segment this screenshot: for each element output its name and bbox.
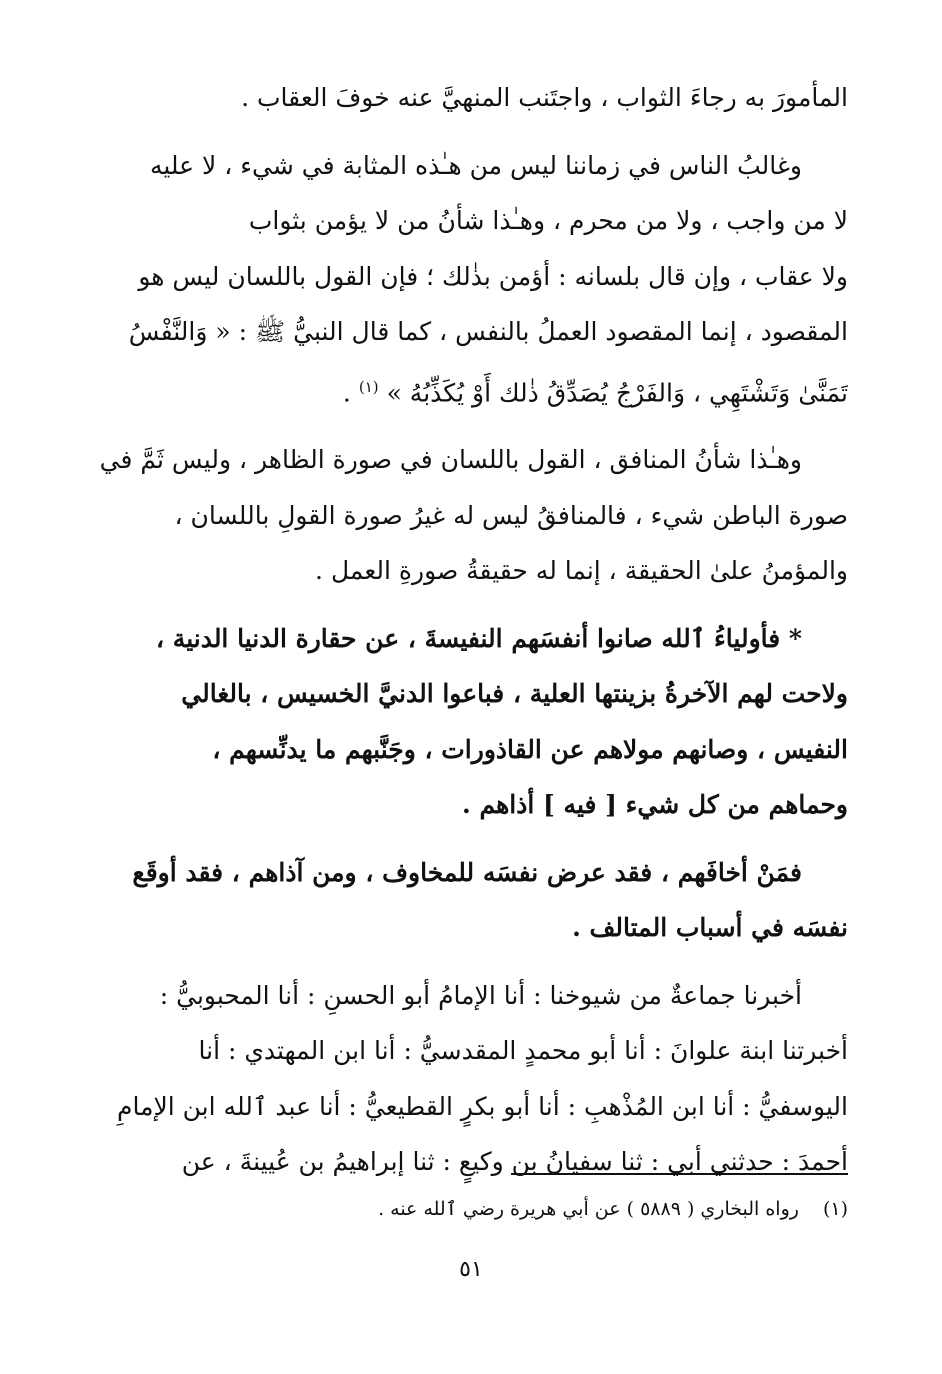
footnote-number: (١) (822, 1198, 848, 1220)
text-line: المقصود ، إنما المقصود العملُ بالنفس ، كما قال النبيُّ ﷺ : « وَالنَّفْسُ (128, 317, 848, 346)
text-line: اليوسفيُّ : أنا ابن المُذْهبِ : أنا أبو بكرٍ القطيعيُّ : أنا عبد ٱلله ابن الإمامِ (117, 1091, 848, 1121)
bold-paragraph (96, 845, 848, 956)
text-line: لا من واجب ، ولا من محرم ، وهـٰذا شأنُ من لا يؤمن بثواب (248, 206, 848, 235)
page-number: ٥١ (459, 1257, 483, 1282)
hadith-quote: تَمَنَّىٰ وَتَشْتَهِي ، وَالفَرْجُ يُصَدِّقُ ذٰلك أَوْ يُكَذِّبُهُ » (386, 377, 848, 407)
text-line: وغالبُ الناس في زماننا ليس من هـٰذه المثابة في شيء ، لا عليه (149, 150, 802, 180)
paragraph (96, 70, 848, 126)
text-line: النفيس ، وصانهم مولاهم عن القاذورات ، وجَنَّبهم ما يدنِّسهم ، (212, 734, 848, 764)
footnote (148, 1194, 848, 1224)
text-line: صورة الباطن شيء ، فالمنافقُ ليس له غيرُ صورة القولِ باللسان ، (174, 500, 848, 530)
text-line: وحماهم من كل شيء [ فيه ] أذاهم . (462, 790, 848, 820)
footnote-reference[interactable]: (١) (358, 377, 379, 396)
text-line: نفسَه في أسباب المتالف . (572, 913, 848, 943)
paragraph (96, 138, 848, 421)
text-line: فمَنْ أخافَهم ، فقد عرض نفسَه للمخاوف ، ومن آذاهم ، فقد أوقَع (132, 857, 802, 887)
paragraph (96, 432, 848, 599)
footnote-divider (511, 1173, 848, 1175)
text-line: وهـٰذا شأنُ المنافق ، القول باللسان في صورة الظاهر ، وليس ثَمَّ في (99, 445, 802, 475)
text-line: أحمدَ : حدثني أبي : ثنا سفيانُ بن وكيعٍ : ثنا إبراهيمُ بن عُيينةَ ، عن (181, 1147, 848, 1177)
text-line: ولا عقاب ، وإن قال بلسانه : أؤمن بذٰلك ؛ فإن القول باللسان ليس هو (138, 261, 848, 291)
text-line: * فأولياءُ ٱلله صانوا أنفسَهم النفيسةَ ، عن حقارة الدنيا الدنية ، (156, 623, 802, 653)
text-line: أخبرتنا ابنة علوانَ : أنا أبو محمدٍ المقدسيُّ : أنا ابن المهتدي : أنا (198, 1036, 848, 1066)
text-line: والمؤمنُ علىٰ الحقيقة ، إنما له حقيقةُ صورةِ العمل . (315, 556, 848, 586)
page-body (96, 70, 848, 1202)
text-line (96, 360, 848, 421)
text-line: ولاحت لهم الآخرةُ بزينتها العلية ، فباعوا الدنيَّ الخسيس ، بالغالي (181, 679, 848, 709)
paragraph (96, 968, 848, 1190)
sentence-end: . (342, 377, 359, 407)
text-line: المأمورَ به رجاءَ الثواب ، واجتَنب المنهيَّ عنه خوفَ العقاب . (241, 83, 848, 112)
footnote-text: رواه البخاري ( ٥٨٨٩ ) عن أبي هريرة رضي ٱلله عنه . (378, 1198, 799, 1220)
bold-paragraph (96, 611, 848, 833)
text-line: أخبرنا جماعةٌ من شيوخنا : أنا الإمامُ أبو الحسنِ : أنا المحبوبيُّ : (159, 980, 802, 1010)
